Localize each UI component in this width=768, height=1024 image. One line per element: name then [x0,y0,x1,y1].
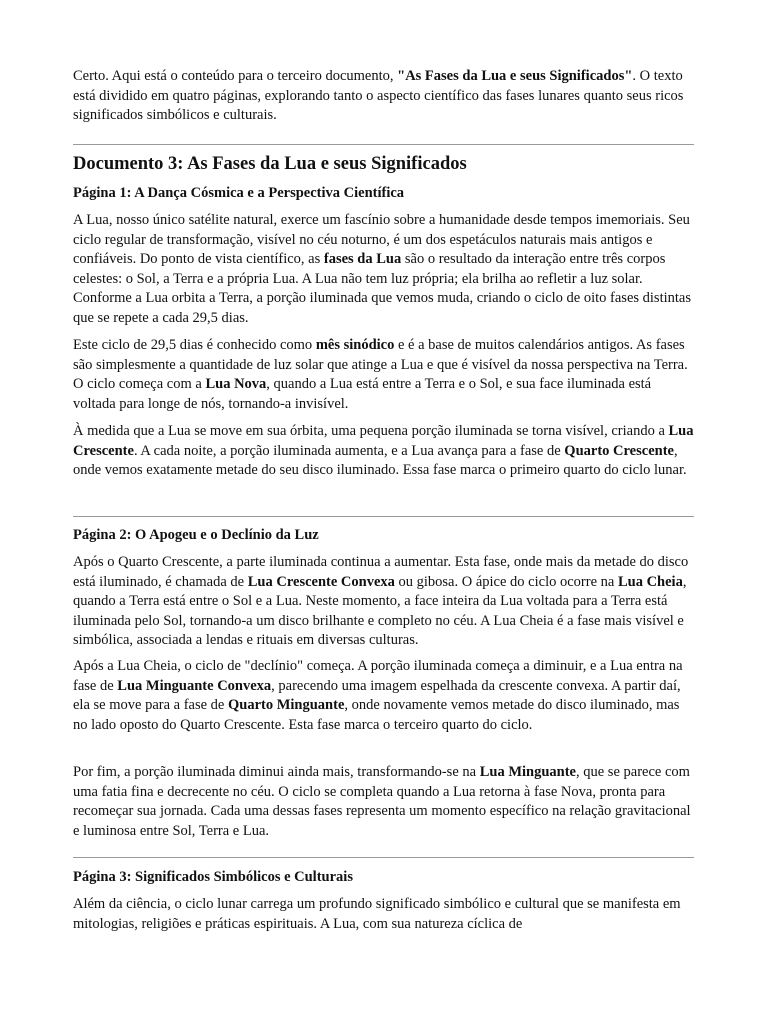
intro-bold-title: "As Fases da Lua e seus Significados" [397,68,633,84]
page2-paragraph-1: Após o Quarto Crescente, a parte iluminada continua a aumentar. Esta fase, onde mais da metade do disco está iluminado, é chamada de Lua Crescente Convexa ou gibosa. O ápice do ciclo ocorre na Lua Cheia, quando a Terra está entre o Sol e a Lua. Neste momento, a face inteira da Lua voltada para a Terra está iluminada pelo Sol, tornando-a um disco brilhante e completo no céu. A Lua Cheia é a fase mais visível e simbólica, associada a lendas e rituais em diversas culturas. [73,554,689,649]
page3-paragraph-1: Além da ciência, o ciclo lunar carrega um profundo significado simbólico e cultural que se manifesta em mitologias, religiões e práticas espirituais. A Lua, com sua natureza cíclica de [73,896,681,932]
section-divider [73,144,694,145]
document-title: Documento 3: As Fases da Lua e seus Significados [73,154,467,174]
page2-paragraph-2: Após a Lua Cheia, o ciclo de "declínio" começa. A porção iluminada começa a diminuir, e a Lua entra na fase de Lua Minguante Convexa, parecendo uma imagem espelhada da crescente convexa. A partir daí, ela se move para a fase de Quarto Minguante, onde novamente vemos metade do disco iluminado, mas no lado oposto do Quarto Crescente. Esta fase marca o terceiro quarto do ciclo. [73,658,683,733]
page2-heading: Página 2: O Apogeu e o Declínio da Luz [73,527,319,543]
intro-paragraph [73,67,695,126]
intro-text: Certo. Aqui está o conteúdo para o terceiro documento, [73,68,398,84]
page3-heading: Página 3: Significados Simbólicos e Culturais [73,869,353,885]
page1-heading: Página 1: A Dança Cósmica e a Perspectiva Científica [73,185,405,201]
page1-paragraph-2: Este ciclo de 29,5 dias é conhecido como mês sinódico e é a base de muitos calendários antigos. As fases são simplesmente a quantidade de luz solar que atinge a Lua e que é visível da nossa perspectiva na Terra. O ciclo começa com a Lua Nova, quando a Lua está entre a Terra e o Sol, e sua face iluminada está voltada para longe de nós, tornando-a invisível. [73,337,688,412]
section-divider [73,857,694,858]
page1-paragraph-3: À medida que a Lua se move em sua órbita, uma pequena porção iluminada se torna visível, criando a Lua Crescente. A cada noite, a porção iluminada aumenta, e a Lua avança para a fase de Quarto Crescente, onde vemos exatamente metade do seu disco iluminado. Essa fase marca o primeiro quarto do ciclo lunar. [73,423,694,479]
section-divider [73,516,694,517]
page2-paragraph-3: Por fim, a porção iluminada diminui ainda mais, transformando-se na Lua Minguante, que se parece com uma fatia fina e decrecente no céu. O ciclo se completa quando a Lua retorna à fase Nova, pronta para recomeçar sua jornada. Cada uma dessas fases representa um momento específico na relação gravitacional e luminosa entre Sol, Terra e Lua. [73,764,691,839]
intro-text: . O texto está dividido em quatro páginas, explorando tanto o aspecto científico das fases lunares quanto seus ricos significados simbólicos e culturais. [73,68,684,124]
page1-paragraph-1: A Lua, nosso único satélite natural, exerce um fascínio sobre a humanidade desde tempos imemoriais. Seu ciclo regular de transformação, visível no céu noturno, é um dos espetáculos naturais mais antigos e confiáveis. Do ponto de vista científico, as fases da Lua são o resultado da interação entre três corpos celestes: o Sol, a Terra e a própria Lua. A Lua não tem luz própria; ela brilha ao refletir a luz solar. Conforme a Lua orbita a Terra, a porção iluminada que vemos muda, criando o ciclo de oito fases distintas que se repete a cada 29,5 dias. [73,212,691,326]
